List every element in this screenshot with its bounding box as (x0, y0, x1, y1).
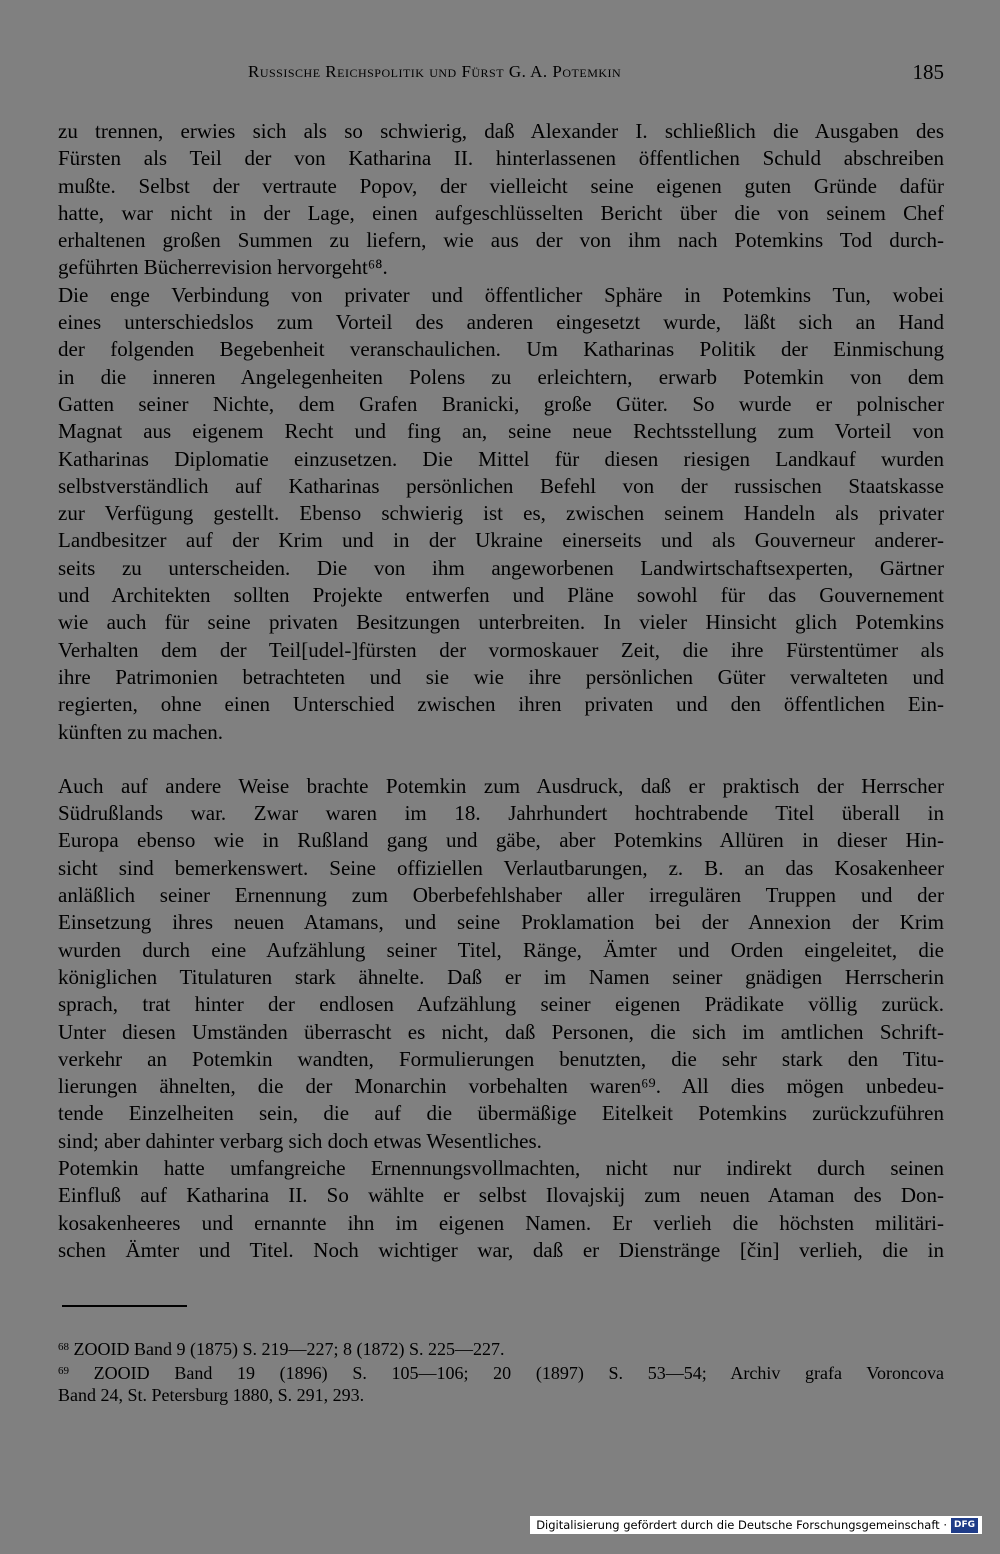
main-text (58, 118, 944, 1264)
text-line: in die inneren Angelegenheiten Polens zu erleichtern, erwarb Potemkin von dem (58, 364, 944, 389)
text-line: schen Ämter und Titel. Noch wichtiger war, daß er Dienstränge [čin] verlieh, die in (58, 1237, 944, 1262)
text-line: wurden durch eine Aufzählung seiner Titel, Ränge, Ämter und Orden eingeleitet, die (58, 937, 944, 962)
text-line: der folgenden Begebenheit veranschaulichen. Um Katharinas Politik der Einmischung (58, 337, 944, 362)
section-gap (58, 746, 944, 773)
footnote-text: ZOOID Band 9 (1875) S. 219—227; 8 (1872) S. 225—227. (73, 1339, 505, 1359)
text-line: Magnat aus eigenem Recht und fing an, seine neue Rechtsstellung zum Vorteil von (58, 419, 944, 444)
text-line: Unter diesen Umständen überrascht es nicht, daß Personen, die sich im amtlichen Schrift- (58, 1019, 944, 1044)
dfg-logo: DFG (951, 1518, 978, 1533)
text-line: ihre Patrimonien betrachteten und sie wie ihre persönlichen Güter verwalteten und (58, 664, 944, 689)
text-line: Potemkin hatte umfangreiche Ernennungsvollmachten, nicht nur indirekt durch seinen (58, 1155, 944, 1180)
text-line: Auch auf andere Weise brachte Potemkin zum Ausdruck, daß er praktisch der Herrscher (58, 773, 944, 798)
running-header (58, 60, 944, 90)
text-line: sprach, trat hinter der endlosen Aufzählung seiner eigenen Prädikate völlig zurück. (58, 992, 944, 1017)
text-line: künften zu machen. (58, 719, 224, 744)
text-line: wie auch für seine privaten Besitzungen unterbreiten. In vieler Hinsicht glich Potemkins (58, 610, 944, 635)
text-line: kosakenheeres und ernannte ihn im eigenen Namen. Er verlieh die höchsten militäri- (58, 1210, 944, 1235)
paragraph-4 (58, 1155, 944, 1264)
text-line: seits zu unterscheiden. Die von ihm angeworbenen Landwirtschaftsexperten, Gärtner (58, 555, 944, 580)
footnote-68 (58, 1336, 944, 1360)
text-line: Einsetzung ihres neuen Atamans, und seine Proklamation bei der Annexion der Krim (58, 910, 944, 935)
text-line: Gatten seiner Nichte, dem Grafen Branicki, große Güter. So wurde er polnischer (58, 391, 944, 416)
digitization-credit (530, 1516, 982, 1534)
footnote-69 (58, 1360, 944, 1384)
text-line: Verhalten dem der Teil[udel-]fürsten der vormoskauer Zeit, die ihre Fürstentümer als (58, 637, 944, 662)
text-line: tende Einzelheiten sein, die auf die übermäßige Eitelkeit Potemkins zurückzuführen (58, 1101, 944, 1126)
text-line: königlichen Titulaturen stark ähnelte. Daß er im Namen seiner gnädigen Herrscherin (58, 964, 944, 989)
text-line: Fürsten als Teil der von Katharina II. hinterlassenen öffentlichen Schuld abschreiben (58, 146, 944, 171)
text-line: und Architekten sollten Projekte entwerfen und Pläne sowohl für das Gouvernement (58, 583, 944, 608)
text-line: Europa ebenso wie in Rußland gang und gäbe, aber Potemkins Allüren in dieser Hin- (58, 828, 944, 853)
paragraph-1 (58, 118, 944, 282)
text-line: eines unterschiedslos zum Vorteil des anderen eingesetzt wurde, läßt sich an Hand (58, 310, 944, 335)
running-head-title: Russische Reichspolitik und Fürst G. A. Potemkin (248, 62, 622, 81)
page-number: 185 (912, 60, 944, 84)
text-line: Die enge Verbindung von privater und öffentlicher Sphäre in Potemkins Tun, wobei (58, 282, 944, 307)
footnote-69-continued: Band 24, St. Petersburg 1880, S. 291, 293. (58, 1385, 365, 1405)
text-line: erhaltenen großen Summen zu liefern, wie aus der von ihm nach Potemkins Tod durch- (58, 228, 944, 253)
text-line: mußte. Selbst der vertraute Popov, der vielleicht seine eigenen guten Gründe dafür (58, 173, 944, 198)
text-line: selbstverständlich auf Katharinas persönlichen Befehl von der russischen Staatskasse (58, 473, 944, 498)
footnote-text: ZOOID Band 19 (1896) S. 105—106; 20 (1897) S. 53—54; Archiv grafa Voroncova (93, 1363, 944, 1383)
paragraph-3 (58, 773, 944, 1155)
text-line: Landbesitzer auf der Krim und in der Ukraine einerseits und als Gouverneur anderer- (58, 528, 944, 553)
text-line: sind; aber dahinter verbarg sich doch etwas Wesentliches. (58, 1128, 542, 1153)
text-line: hatte, war nicht in der Lage, einen aufgeschlüsselten Bericht über die von seinem Chef (58, 200, 944, 225)
footnote-rule (62, 1305, 187, 1307)
text-line: anläßlich seiner Ernennung zum Oberbefehlshaber aller irregulären Truppen und der (58, 883, 944, 908)
text-line: Katharinas Diplomatie einzusetzen. Die Mittel für diesen riesigen Landkauf wurden (58, 446, 944, 471)
text-line: zu trennen, erwies sich als so schwierig, daß Alexander I. schließlich die Ausgaben des (58, 119, 944, 143)
text-line: zur Verfügung gestellt. Ebenso schwierig ist es, zwischen seinem Handeln als privater (58, 501, 944, 526)
text-line: lierungen ähnelten, die der Monarchin vorbehalten waren⁶⁹. All dies mögen unbedeu- (58, 1074, 944, 1099)
text-line: geführten Bücherrevision hervorgeht⁶⁸. (58, 255, 388, 280)
text-line: sicht sind bemerkenswert. Seine offiziellen Verlautbarungen, z. B. an das Kosakenheer (58, 855, 944, 880)
text-line: Einfluß auf Katharina II. So wählte er selbst Ilovajskij zum neuen Ataman des Don- (58, 1183, 944, 1208)
paragraph-2 (58, 282, 944, 746)
footnotes (58, 1336, 944, 1406)
footnote-number: 68 (58, 1341, 69, 1353)
footnote-number: 69 (58, 1365, 69, 1377)
text-line: Südrußlands war. Zwar waren im 18. Jahrhundert hochtrabende Titel überall in (58, 801, 944, 826)
credit-text: Digitalisierung gefördert durch die Deutsche Forschungsgemeinschaft · (536, 1518, 947, 1532)
text-line: verkehr an Potemkin wandten, Formulierungen benutzten, die sehr stark den Titu- (58, 1046, 944, 1071)
text-line: regierten, ohne einen Unterschied zwischen ihren privaten und den öffentlichen Ein- (58, 692, 944, 717)
